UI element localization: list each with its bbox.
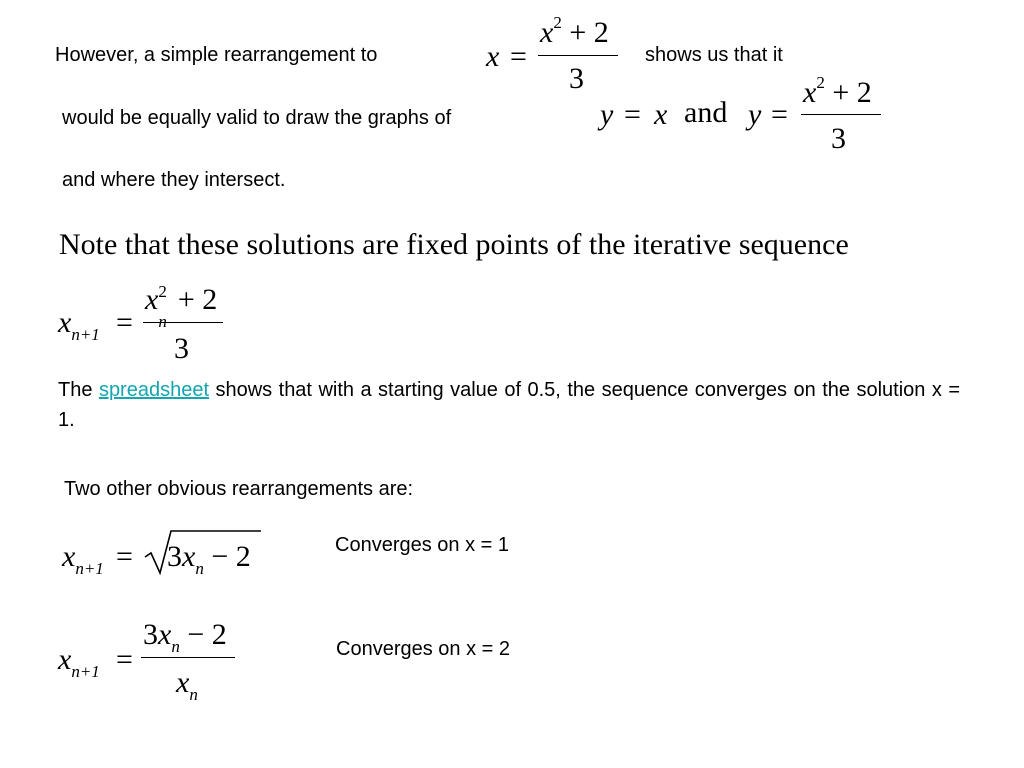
eq2-denominator: 3 xyxy=(831,122,846,155)
eq1-fraction-bar xyxy=(538,55,618,56)
intro-text: However, a simple rearrangement to xyxy=(55,44,378,66)
eq3-numerator: x 2 n + 2 xyxy=(145,282,218,331)
intersect-text: and where they intersect. xyxy=(62,169,286,191)
eq2-numerator: $x^2 + 2$ xyxy=(803,73,872,109)
eq5-fraction-bar xyxy=(141,657,235,658)
converges-result-2: Converges on x = 2 xyxy=(336,638,510,660)
paragraph-the: The xyxy=(58,379,93,401)
eq3-fraction-bar xyxy=(143,322,223,323)
eq1-denominator: 3 xyxy=(569,62,584,95)
intro-text-continued: shows us that it xyxy=(645,44,783,66)
spreadsheet-link[interactable]: spreadsheet xyxy=(98,379,210,401)
eq5-equals: = xyxy=(116,643,133,676)
eq1-numerator: $x^2 + 2$ xyxy=(540,13,609,49)
eq2-y2: y xyxy=(748,98,762,131)
eq2-x: x xyxy=(654,98,668,131)
fixed-points-note: Note that these solutions are fixed points of the iterative sequence xyxy=(59,228,849,261)
two-other-text: Two other obvious rearrangements are: xyxy=(64,478,414,500)
eq4-radicand: $3x_n - 2$ xyxy=(167,540,251,578)
eq5-lhs: $x_{n+1}$ xyxy=(58,643,100,681)
eq5-denominator: $x_n$ xyxy=(176,666,198,704)
eq4-equals: = xyxy=(116,540,133,573)
graphs-text: would be equally valid to draw the graphs of xyxy=(62,107,452,129)
eq1-lhs: x xyxy=(486,40,500,73)
spreadsheet-paragraph xyxy=(58,375,960,435)
eq2-equals1: = xyxy=(624,98,641,131)
eq2-equals2: = xyxy=(771,98,788,131)
eq4-lhs: $x_{n+1}$ xyxy=(62,540,104,578)
eq2-y1: y xyxy=(600,98,614,131)
converges-result-1: Converges on x = 1 xyxy=(335,534,509,556)
eq3-equals: = xyxy=(116,306,133,339)
eq3-lhs: $x_{n+1}$ xyxy=(58,306,100,344)
eq1-equals: = xyxy=(510,40,527,73)
eq3-denominator: 3 xyxy=(174,332,189,365)
eq2-and: and xyxy=(684,96,728,129)
eq5-numerator: $3x_n - 2$ xyxy=(143,618,227,656)
paragraph-rest: shows that with a starting value of 0.5, the sequence converges on the solution x = 1. xyxy=(58,379,961,431)
eq2-fraction-bar xyxy=(801,114,881,115)
